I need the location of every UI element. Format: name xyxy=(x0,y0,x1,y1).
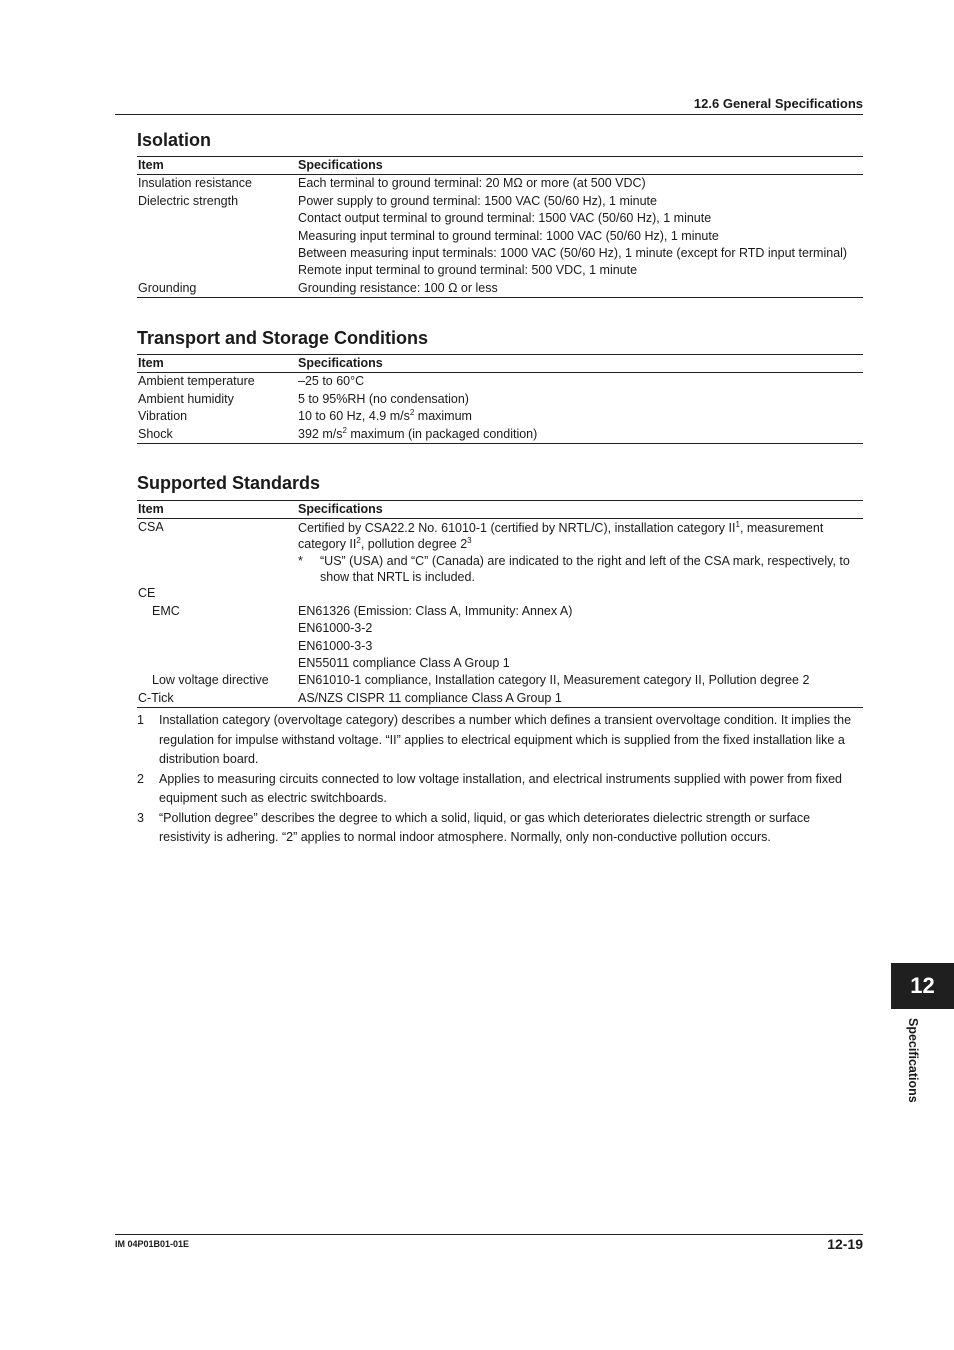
standards-title: Supported Standards xyxy=(137,473,321,493)
table-row xyxy=(137,519,863,586)
spec-cell: Remote input terminal to ground terminal: 500 VDC, 1 minute xyxy=(298,263,638,278)
spec-cell: EN61010-1 compliance, Installation category II, Measurement category II, Pollution degree 2 xyxy=(298,673,810,688)
item-cell: EMC xyxy=(152,603,180,618)
footnotes xyxy=(137,711,863,848)
footer-rule xyxy=(115,1234,863,1235)
header-rule xyxy=(115,114,863,115)
item-cell xyxy=(137,262,297,279)
item-cell: Ambient humidity xyxy=(138,391,234,406)
spec-cell: Grounding resistance: 100 Ω or less xyxy=(297,280,863,298)
document-id: IM 04P01B01-01E xyxy=(115,1239,190,1249)
item-cell xyxy=(137,228,297,245)
item-cell: Dielectric strength xyxy=(138,193,239,208)
spec-cell: EN61326 (Emission: Class A, Immunity: Annex A) xyxy=(298,603,573,618)
standards-table xyxy=(137,500,863,708)
table-row xyxy=(137,391,863,408)
footnote-number: 2 xyxy=(137,771,144,786)
item-cell xyxy=(137,210,297,227)
table-row xyxy=(137,655,863,672)
transport-table xyxy=(137,354,863,444)
table-row xyxy=(137,373,863,391)
table-row xyxy=(137,280,863,298)
table-header-row xyxy=(137,501,863,519)
spec-cell: 392 $m/s^2$ maximum (in packaged condition) xyxy=(297,426,863,444)
chapter-number-tab: 12 xyxy=(891,963,954,1009)
transport-title: Transport and Storage Conditions xyxy=(137,328,429,348)
item-cell xyxy=(137,245,297,262)
spec-cell: Certified by CSA22.2 No. 61010-1 (certified by NRTL/C), installation category $II^1$, measurement category $II^2$, pollution degree $2^3$ * “US” (USA) and “C” (Canada) are indicated to the right and left of the CSA mark, respectively, to show that NRTL is included. xyxy=(297,519,863,586)
item-cell: CE xyxy=(138,586,156,601)
item-cell: CSA xyxy=(138,520,164,535)
column-header-item: Item xyxy=(137,355,297,373)
footnote-number: 1 xyxy=(137,713,144,727)
column-header-specifications: Specifications xyxy=(297,355,863,373)
item-cell: Grounding xyxy=(137,280,297,298)
footnote xyxy=(137,711,863,770)
item-cell: C-Tick xyxy=(137,690,297,708)
chapter-side-label: Specifications xyxy=(906,1018,920,1103)
asterisk: * xyxy=(298,554,303,569)
table-header-row xyxy=(137,157,863,175)
table-header-row xyxy=(137,355,863,373)
csa-note-text: “US” (USA) and “C” (Canada) are indicated to the right and left of the CSA mark, respectively, to show that NRTL is included. xyxy=(320,554,850,585)
spec-cell: AS/NZS CISPR 11 compliance Class A Group 1 xyxy=(297,690,863,708)
page-number: 12-19 xyxy=(827,1236,863,1252)
isolation-table xyxy=(137,156,863,298)
item-cell: Shock xyxy=(137,426,297,444)
spec-cell: Between measuring input terminals: 1000 VAC (50/60 Hz), 1 minute (except for RTD input terminal) xyxy=(298,246,848,261)
table-row xyxy=(137,585,863,602)
running-header: 12.6 General Specifications xyxy=(693,96,863,111)
table-row xyxy=(137,408,863,425)
item-cell: Insulation resistance xyxy=(138,176,252,191)
table-row xyxy=(137,193,863,210)
column-header-item: Item xyxy=(137,501,297,519)
footnote-text: “Pollution degree” describes the degree to which a solid, liquid, or gas which deteriorates dielectric strength or surface resistivity is adhering. “2” applies to normal indoor atmosphere. Normally, only non-conductive pollution occurs. xyxy=(159,810,811,844)
table-row xyxy=(137,620,863,637)
table-row xyxy=(137,210,863,227)
spec-cell: –25 to 60°C xyxy=(298,374,365,389)
spec-cell: EN61000-3-2 xyxy=(298,621,373,636)
footnote-text: Installation category (overvoltage category) describes a number which defines a transient overvoltage condition. It implies the regulation for impulse withstand voltage. “II” applies to electrical equipment which is supplied from the fixed installation like a distribution board. xyxy=(159,713,852,766)
table-row xyxy=(137,690,863,708)
spec-cell: Measuring input terminal to ground terminal: 1000 VAC (50/60 Hz), 1 minute xyxy=(298,228,719,243)
table-row xyxy=(137,228,863,245)
footnote xyxy=(137,770,863,809)
item-cell: Vibration xyxy=(138,409,188,424)
column-header-specifications: Specifications xyxy=(297,157,863,175)
table-row xyxy=(137,638,863,655)
spec-cell: EN61000-3-3 xyxy=(298,638,373,653)
spec-cell: Each terminal to ground terminal: 20 MΩ or more (at 500 VDC) xyxy=(298,176,646,191)
isolation-title: Isolation xyxy=(137,130,212,150)
table-row xyxy=(137,603,863,620)
spec-cell: Power supply to ground terminal: 1500 VAC (50/60 Hz), 1 minute xyxy=(298,193,657,208)
table-row xyxy=(137,175,863,193)
item-cell: Low voltage directive xyxy=(152,673,269,688)
csa-note xyxy=(298,553,863,585)
spec-cell: 10 to 60 Hz, 4.9 $m/s^2$ maximum xyxy=(298,408,472,424)
spec-cell: EN55011 compliance Class A Group 1 xyxy=(298,656,510,671)
spec-cell: Contact output terminal to ground terminal: 1500 VAC (50/60 Hz), 1 minute xyxy=(298,211,712,226)
column-header-specifications: Specifications xyxy=(297,501,863,519)
table-row xyxy=(137,245,863,262)
footnote xyxy=(137,809,863,848)
spec-cell: 5 to 95%RH (no condensation) xyxy=(298,391,469,406)
column-header-item: Item xyxy=(137,157,297,175)
table-row xyxy=(137,672,863,689)
table-row xyxy=(137,262,863,279)
table-row xyxy=(137,426,863,444)
footnote-text: Applies to measuring circuits connected to low voltage installation, and electrical instruments supplied with power from fixed equipment such as electric switchboards. xyxy=(159,771,842,805)
item-cell: Ambient temperature xyxy=(138,374,255,389)
footnote-number: 3 xyxy=(137,810,144,825)
